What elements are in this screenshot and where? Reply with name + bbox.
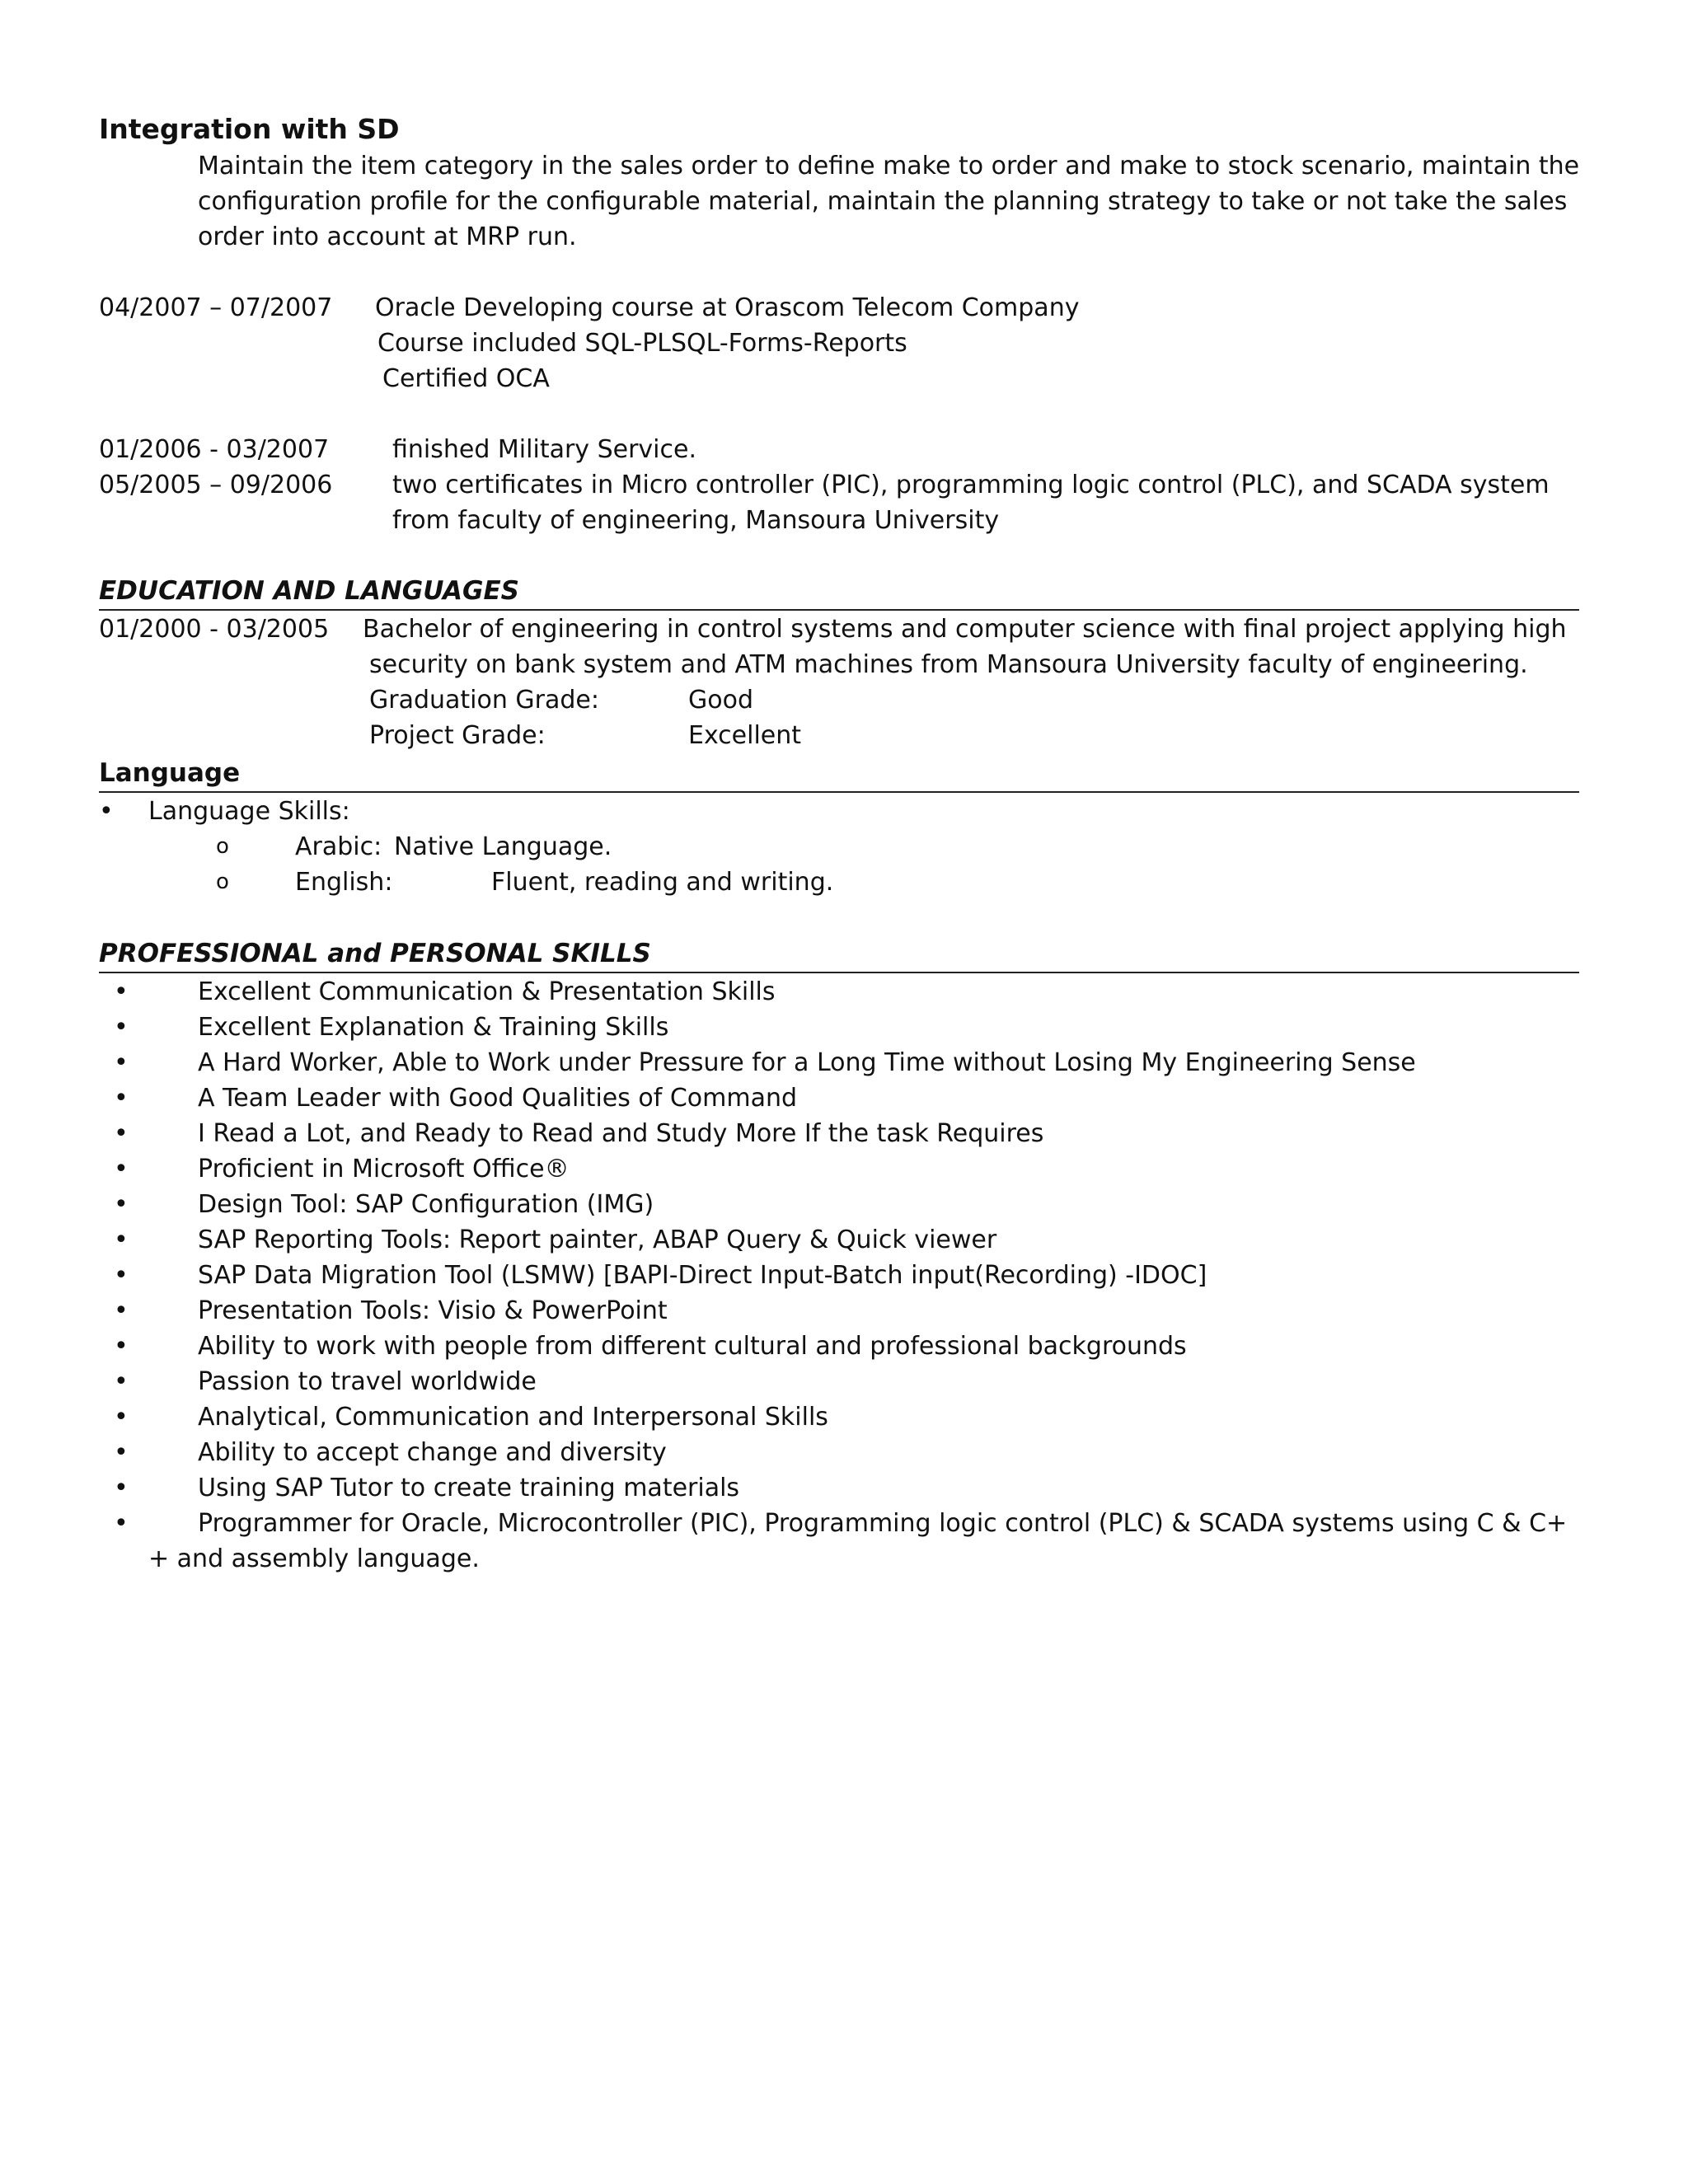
skill-item: Excellent Communication & Presentation Skills (198, 977, 776, 1006)
skill-item: Proficient in Microsoft Office® (198, 1155, 570, 1183)
experience-dates: 04/2007 – 07/2007 (99, 293, 333, 322)
bullet-dot: • (114, 1367, 129, 1396)
skill-item: Ability to accept change and diversity (198, 1438, 667, 1467)
bullet-dot: • (114, 1190, 129, 1219)
skill-item: Ability to work with people from different cultural and professional backgrounds (198, 1332, 1187, 1361)
skill-item: Passion to travel worldwide (198, 1367, 537, 1396)
experience-dates: 05/2005 – 09/2006 (99, 471, 333, 499)
language-heading: Language (99, 757, 1579, 793)
skill-item: A Hard Worker, Able to Work under Pressure for a Long Time without Losing My Engineering Sense (198, 1048, 1416, 1077)
bullet-dot: • (114, 1261, 129, 1290)
skill-item-continued: + and assembly language. (148, 1544, 480, 1573)
bullet-dot: • (114, 1438, 129, 1467)
experience-line: two certificates in Micro controller (PIC), programming logic control (PLC), and SCADA system (392, 471, 1550, 499)
education-degree-line: security on bank system and ATM machines from Mansoura University faculty of engineering. (369, 650, 1528, 679)
skills-heading: PROFESSIONAL and PERSONAL SKILLS (99, 937, 1579, 973)
skill-item: Presentation Tools: Visio & PowerPoint (198, 1296, 668, 1325)
bullet-dot: • (114, 1226, 129, 1254)
language-name: Arabic: (295, 832, 382, 861)
bullet-dot: • (114, 1119, 129, 1148)
circle-bullet: o (216, 834, 229, 859)
experience-line: Oracle Developing course at Orascom Telecom Company (375, 293, 1080, 322)
bullet-dot: • (114, 977, 129, 1006)
experience-line: Certified OCA (382, 364, 550, 393)
language-skills-label: Language Skills: (148, 797, 350, 826)
education-degree-line: Bachelor of engineering in control systems and computer science with final project applying high (363, 615, 1567, 644)
experience-line: finished Military Service. (392, 435, 696, 464)
bullet-dot: • (114, 1474, 129, 1502)
language-name: English: (295, 868, 393, 897)
project-grade-value: Excellent (688, 721, 802, 750)
education-dates: 01/2000 - 03/2005 (99, 615, 330, 644)
skill-item: A Team Leader with Good Qualities of Command (198, 1084, 798, 1113)
skill-item: Design Tool: SAP Configuration (IMG) (198, 1190, 654, 1219)
bullet-dot: • (114, 1084, 129, 1113)
circle-bullet: o (216, 869, 229, 894)
skill-item: Using SAP Tutor to create training materials (198, 1474, 740, 1502)
graduation-grade-value: Good (688, 686, 753, 715)
skill-item: Programmer for Oracle, Microcontroller (PIC), Programming logic control (PLC) & SCADA systems using C & C+ (198, 1509, 1568, 1538)
skill-item: Excellent Explanation & Training Skills (198, 1013, 669, 1042)
bullet-dot: • (114, 1013, 129, 1042)
language-level: Native Language. (394, 832, 612, 861)
skill-item: SAP Data Migration Tool (LSMW) [BAPI-Direct Input-Batch input(Recording) -IDOC] (198, 1261, 1207, 1290)
bullet-dot: • (114, 1048, 129, 1077)
bullet-dot: • (114, 1332, 129, 1361)
experience-line: from faculty of engineering, Mansoura University (392, 506, 1000, 535)
bullet-dot: • (114, 1296, 129, 1325)
experience-line: Course included SQL-PLSQL-Forms-Reports (377, 329, 907, 358)
experience-dates: 01/2006 - 03/2007 (99, 435, 330, 464)
bullet-dot: • (114, 1403, 129, 1432)
integration-text: Maintain the item category in the sales order to define make to order and make to stock scenario, maintain the configuration profile for the configurable material, maintain the planning strategy to take or not take the sales order into account at MRP run. (198, 152, 1580, 251)
bullet-dot: • (114, 1509, 129, 1538)
skill-item: SAP Reporting Tools: Report painter, ABAP Query & Quick viewer (198, 1226, 997, 1254)
skill-item: I Read a Lot, and Ready to Read and Study More If the task Requires (198, 1119, 1044, 1148)
bullet-dot: • (99, 797, 114, 826)
skill-item: Analytical, Communication and Interpersonal Skills (198, 1403, 828, 1432)
education-heading: EDUCATION AND LANGUAGES (99, 574, 1579, 611)
bullet-dot: • (114, 1155, 129, 1183)
graduation-grade-label: Graduation Grade: (369, 686, 599, 715)
language-level: Fluent, reading and writing. (491, 868, 834, 897)
integration-title: Integration with SD (99, 113, 400, 145)
project-grade-label: Project Grade: (369, 721, 546, 750)
